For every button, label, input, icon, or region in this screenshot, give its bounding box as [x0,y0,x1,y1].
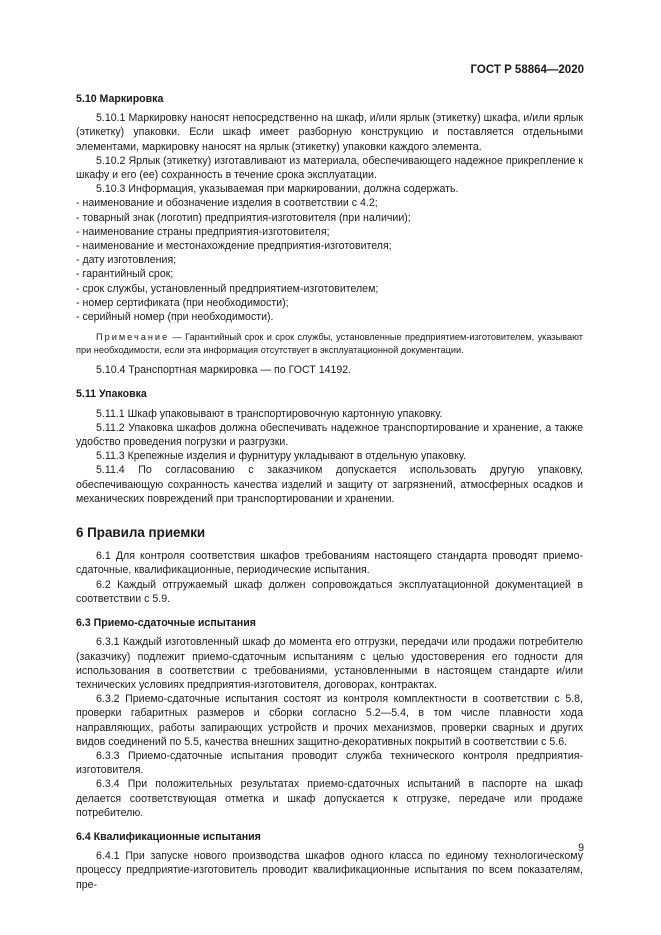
list-item: - дату изготовления; [76,254,177,267]
section-heading-6-4: 6.4 Квалификационные испытания [76,830,261,843]
paragraph-6-4-1: 6.4.1 При запуске нового производства шкафов одного класса по единому технологическому процессу предприятие-изготовитель проводит квалификационные испытания по всем показателям, пре- [76,850,583,891]
list-item: - номер сертификата (при необходимости); [76,296,289,309]
paragraph-5-10-2: 5.10.2 Ярлык (этикетку) изготавливают из материала, обеспечивающего надежное прикрепление к шкафу и его (ее) сохранность в течение срока эксплуатации. [76,154,583,182]
paragraph-6-3-2: 6.3.2 Приемо-сдаточные испытания состоят из контроля комплектности в соответствии с 5.8, проверки габаритных размеров и сборки согласно 5.2—5.4, в том числе плавности хода направляющих, работы запирающих устройств и прочих механизмов, проверки сварных и других видов соединений по 5.5, качества внешних защитно-декоративных покрытий в соответствии с 5.6. [76,693,583,748]
note-5-10 [76,331,583,356]
paragraph-5-11-4: 5.11.4 По согласованию с заказчиком допускается использовать другую упаковку, обеспечивающую сохранность качества изделий и защиту от загрязнений, атмосферных осадков и механических повреждений при транспортировании и хранении. [76,464,583,505]
paragraph-5-10-1: 5.10.1 Маркировку наносят непосредственно на шкаф, и/или ярлык (этикетку) шкафа, и/или ярлык (этикетку) упаковки. Если шкаф имеет разборную конструкцию и поставляется отдельными элементами, маркировку наносят на ярлык (этикетку) упаковки каждого элемента. [76,112,583,153]
list-item: - серийный номер (при необходимости). [76,311,274,324]
list-item: - товарный знак (логотип) предприятия-изготовителя (при наличии); [76,211,411,224]
list-item: - наименование страны предприятия-изготовителя; [76,225,330,238]
list-item: - наименование и местонахождение предприятия-изготовителя; [76,240,392,253]
paragraph-5-11-2: 5.11.2 Упаковка шкафов должна обеспечивать надежное транспортирование и хранение, а также удобство проведения погрузки и разгрузки. [76,421,583,449]
marking-list [76,196,583,324]
list-item: - срок службы, установленный предприятием-изготовителем; [76,282,379,295]
paragraph-6-1: 6.1 Для контроля соответствия шкафов требованиям настоящего стандарта проводят приемо-сдаточные, квалификационные, периодические испытания. [76,550,583,577]
section-heading-6: 6 Правила приемки [76,525,206,541]
standard-header: ГОСТ Р 58864—2020 [470,64,584,76]
note-label: Примечание [96,332,170,343]
paragraph-6-2: 6.2 Каждый отгружаемый шкаф должен сопровождаться эксплуатационной документацией в соответствии с 5.9. [76,578,583,605]
section-heading-5-10: 5.10 Маркировка [76,93,164,105]
page-number: 9 [578,842,584,854]
list-item: - наименование и обозначение изделия в соответствии с 4.2; [76,197,378,210]
list-item: - гарантийный срок; [76,268,174,281]
page-content [76,92,583,892]
paragraph-5-11-1: 5.11.1 Шкаф упаковывают в транспортировочную картонную упаковку. [96,407,443,420]
paragraph-6-3-1: 6.3.1 Каждый изготовленный шкаф до момента его отгрузки, передачи или продажи потребителю (заказчику) подлежит приемо-сдаточным испытаниям с целью удостоверения его годности для использования в соответствии с требованиями, установленными в настоящем стандарте и/или технических условиях предприятия-изготовителя, договорах, контрактах. [76,636,583,691]
paragraph-5-11-3: 5.11.3 Крепежные изделия и фурнитуру укладывают в отдельную упаковку. [96,450,467,463]
paragraph-6-3-4: 6.3.4 При положительных результатах приемо-сдаточных испытаний в паспорте на шкаф делается соответствующая отметка и шкаф допускается к отгрузке, передаче или продаже потребителю. [76,778,583,819]
section-heading-5-11: 5.11 Упаковка [76,388,147,401]
paragraph-6-3-3: 6.3.3 Приемо-сдаточные испытания проводит служба технического контроля предприятия-изготовителя. [76,749,583,777]
paragraph-5-10-4: 5.10.4 Транспортная маркировка — по ГОСТ 14192. [96,364,352,377]
note-text: — Гарантийный срок и срок службы, установленные предприятием-изготовителем, указывают при необходимости, если эта информация отсутствует в эксплуатационной документации. [76,332,583,355]
section-heading-6-3: 6.3 Приемо-сдаточные испытания [76,617,256,630]
paragraph-5-10-3: 5.10.3 Информация, указываемая при маркировании, должна содержать. [96,183,459,196]
